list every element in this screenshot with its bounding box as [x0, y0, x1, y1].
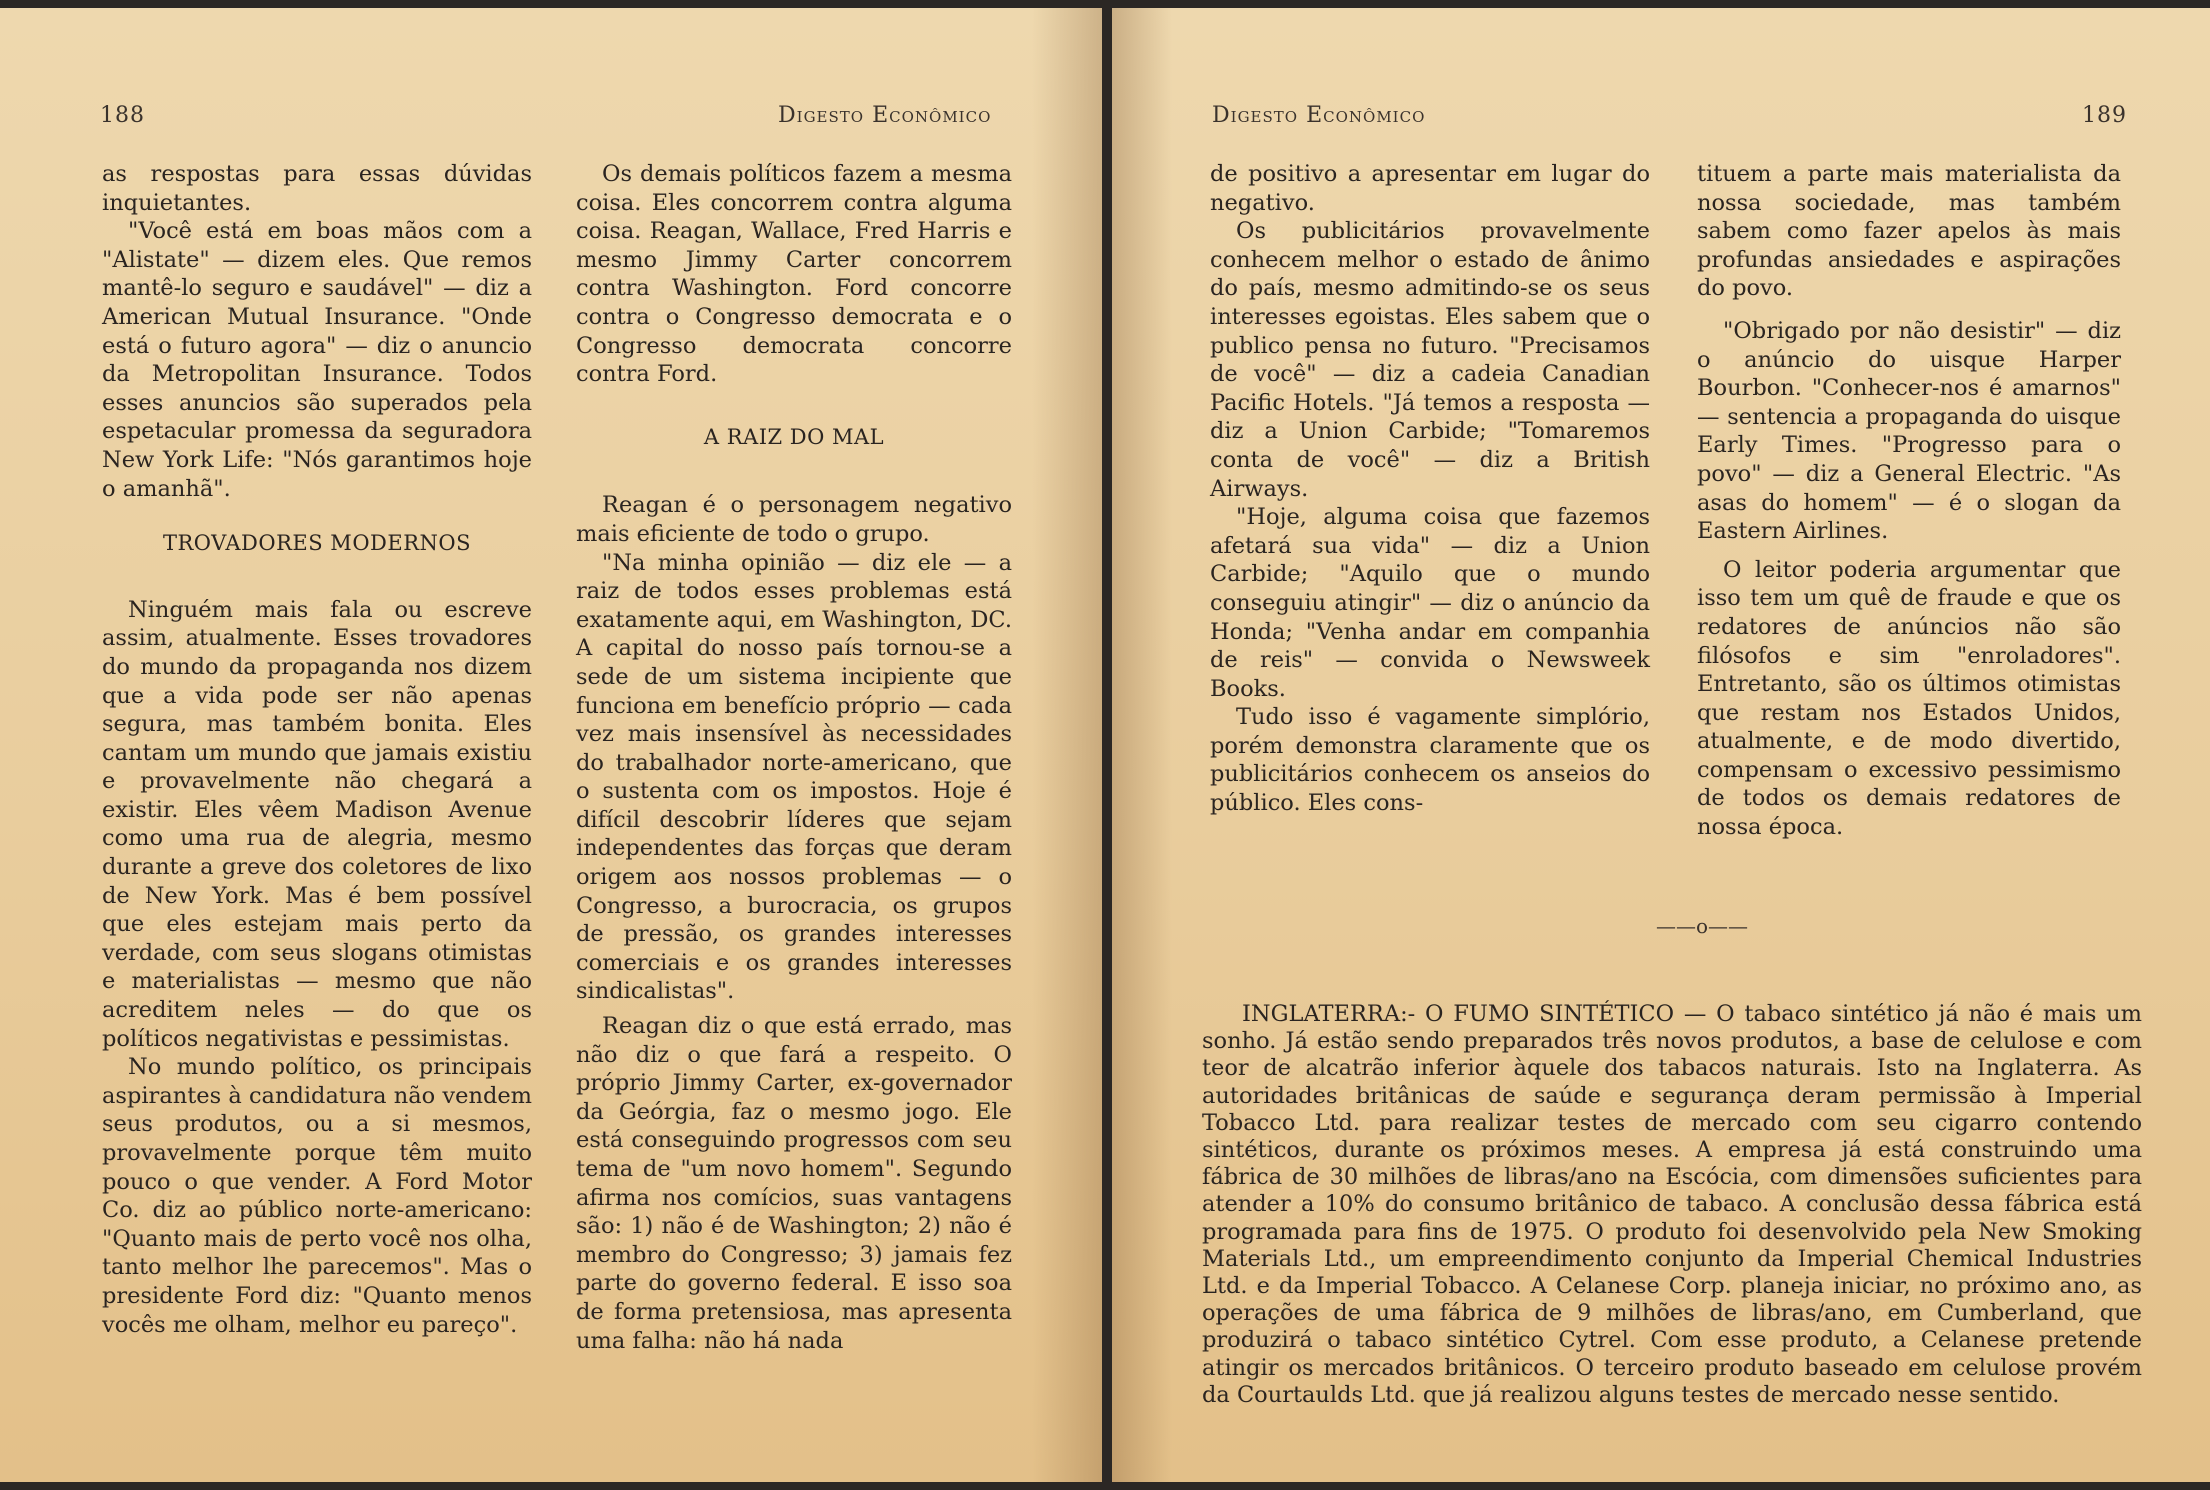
- paragraph: Ninguém mais fala ou escreve assim, atualmente. Esses trovadores do mundo da propaganda nos dizem que a vida pode ser não apenas segura, mas também bonita. Eles cantam um mundo que jamais existiu e provavelmente não chegará a existir. Eles vêem Madison Avenue como uma rua de alegria, mesmo durante a greve dos coletores de lixo de New York. Mas é bem possível que eles estejam mais perto da verdade, com seus slogans otimistas e materialistas — mesmo que não acreditem neles — do que os políticos negativistas e pessimistas.: [102, 596, 532, 1052]
- paragraph: de positivo a apresentar em lugar do negativo.: [1210, 161, 1650, 216]
- news-item: [1202, 1001, 2142, 1409]
- left-column-2: [576, 160, 1012, 1355]
- paragraph: No mundo político, os principais aspirantes à candidatura não vendem seus produtos, ou a si mesmos, provavelmente porque têm muito pouco o que vender. A Ford Motor Co. diz ao público norte-americano: "Quanto mais de perto você nos olha, tanto melhor lhe parecemos". Mas o presidente Ford diz: "Quanto menos vocês me olham, melhor eu pareço".: [102, 1054, 532, 1338]
- section-separator: ——o——: [1655, 914, 1749, 938]
- paragraph: Os demais políticos fazem a mesma coisa. Eles concorrem contra alguma coisa. Reagan, Wallace, Fred Harris e mesmo Jimmy Carter concorrem contra Washington. Ford concorre contra o Congresso democrata e o Congresso democrata concorre contra Ford.: [576, 161, 1012, 388]
- news-paragraph: INGLATERRA:- O FUMO SINTÉTICO — O tabaco sintético já não é mais um sonho. Já estão sendo preparados três novos produtos, a base de celulose e com teor de alcatrão inferior àquele dos tabacos naturais. Isto na Inglaterra. As autoridades britânicas de saúde e segurança deram permissão à Imperial Tobacco Ltd. para realizar testes de mercado com seu cigarro contendo sintéticos, durante os próximos meses. A empresa já está construindo uma fábrica de 30 milhões de libras/ano na Escócia, com dimensões suficientes para atender a 10% do consumo britânico de tabaco. A conclusão dessa fábrica está programada para fins de 1975. O produto foi desenvolvido pela New Smoking Materials Ltd., um empreendimento conjunto da Imperial Chemical Industries Ltd. e da Imperial Tobacco. A Celanese Corp. planeja iniciar, no próximo ano, as operações de uma fábrica de 9 milhões de libras/ano, em Cumberland, que produzirá o tabaco sintético Cytrel. Com esse produto, a Celanese pretende atingir os mercados britânicos. O terceiro produto baseado em celulose provém da Courtaulds Ltd. que já realizou alguns testes de mercado nesse sentido.: [1202, 1001, 2142, 1408]
- right-page: [1112, 8, 2210, 1482]
- section-heading: A RAIZ DO MAL: [703, 424, 885, 449]
- paragraph: Reagan é o personagem negativo mais eficiente de todo o grupo.: [576, 492, 1012, 547]
- running-head-left: Digesto Econômico: [778, 103, 992, 128]
- paragraph: "Você está em boas mãos com a "Alistate" — dizem eles. Que remos mantê-lo seguro e saudável" — diz a American Mutual Insurance. "Onde está o futuro agora" — diz o anuncio da Metropolitan Insurance. Todos esses anuncios são superados pela espetacular promessa da seguradora New York Life: "Nós garantimos hoje o amanhã".: [102, 218, 532, 502]
- page-number-left: 188: [100, 103, 145, 128]
- left-page: [0, 8, 1102, 1482]
- paragraph: as respostas para essas dúvidas inquietantes.: [102, 161, 532, 216]
- section-heading: TROVADORES MODERNOS: [162, 531, 471, 556]
- paragraph: "Obrigado por não desistir" — diz o anúncio do uisque Harper Bourbon. "Conhecer-nos é amarnos" — sentencia a propaganda do uisque Early Times. "Progresso para o povo" — diz a General Electric. "As asas do homem" — é o slogan da Eastern Airlines.: [1697, 317, 2121, 545]
- paragraph: O leitor poderia argumentar que isso tem um quê de fraude e que os redatores de anúncios não são filósofos e sim "enroladores". Entretanto, são os últimos otimistas que restam nos Estados Unidos, atualmente, e de modo divertido, compensam o excessivo pessimismo de todos os demais redatores de nossa época.: [1697, 556, 2121, 841]
- paragraph: Os publicitários provavelmente conhecem melhor o estado de ânimo do país, mesmo admitindo-se os seus interesses egoistas. Eles sabem que o publico pensa no futuro. "Precisamos de você" — diz a cadeia Canadian Pacific Hotels. "Já temos a resposta — diz a Union Carbide; "Tomaremos conta de você" — diz a British Airways.: [1210, 218, 1650, 502]
- right-column-2: [1697, 160, 2121, 842]
- page-number-right: 189: [2082, 103, 2127, 128]
- paragraph: Reagan diz o que está errado, mas não diz o que fará a respeito. O próprio Jimmy Carter, ex-governador da Geórgia, faz o mesmo jogo. Ele está conseguindo progressos com seu tema de "um novo homem". Segundo afirma nos comícios, suas vantagens são: 1) não é de Washington; 2) não é membro do Congresso; 3) jamais fez parte do governo federal. E isso soa de forma pretensiosa, mas apresenta uma falha: não há nada: [576, 1013, 1012, 1354]
- left-column-1: [102, 160, 532, 1339]
- paragraph: tituem a parte mais materialista da nossa sociedade, mas também sabem como fazer apelos às mais profundas ansiedades e aspirações do povo.: [1697, 161, 2121, 302]
- paragraph: "Hoje, alguma coisa que fazemos afetará sua vida" — diz a Union Carbide; "Aquilo que o mundo conseguiu atingir" — diz o anúncio da Honda; "Venha andar em companhia de reis" — convida o Newsweek Books.: [1210, 504, 1650, 702]
- paragraph: Tudo isso é vagamente simplório, porém demonstra claramente que os publicitários conhecem os anseios do público. Eles cons-: [1210, 704, 1650, 817]
- paragraph: "Na minha opinião — diz ele — a raiz de todos esses problemas está exatamente aqui, em Washington, DC. A capital do nosso país tornou-se a sede de um sistema incipiente que funciona em benefício próprio — cada vez mais insensível às necessidades do trabalhador norte-americano, que o sustenta com os impostos. Hoje é difícil descobrir líderes que sejam independentes das forças que deram origem aos nossos problemas — o Congresso, a burocracia, os grupos de pressão, os grandes interesses comerciais e os grandes interesses sindicalistas".: [576, 549, 1012, 1005]
- right-column-1: [1210, 160, 1650, 818]
- running-head-right: Digesto Econômico: [1212, 103, 1426, 128]
